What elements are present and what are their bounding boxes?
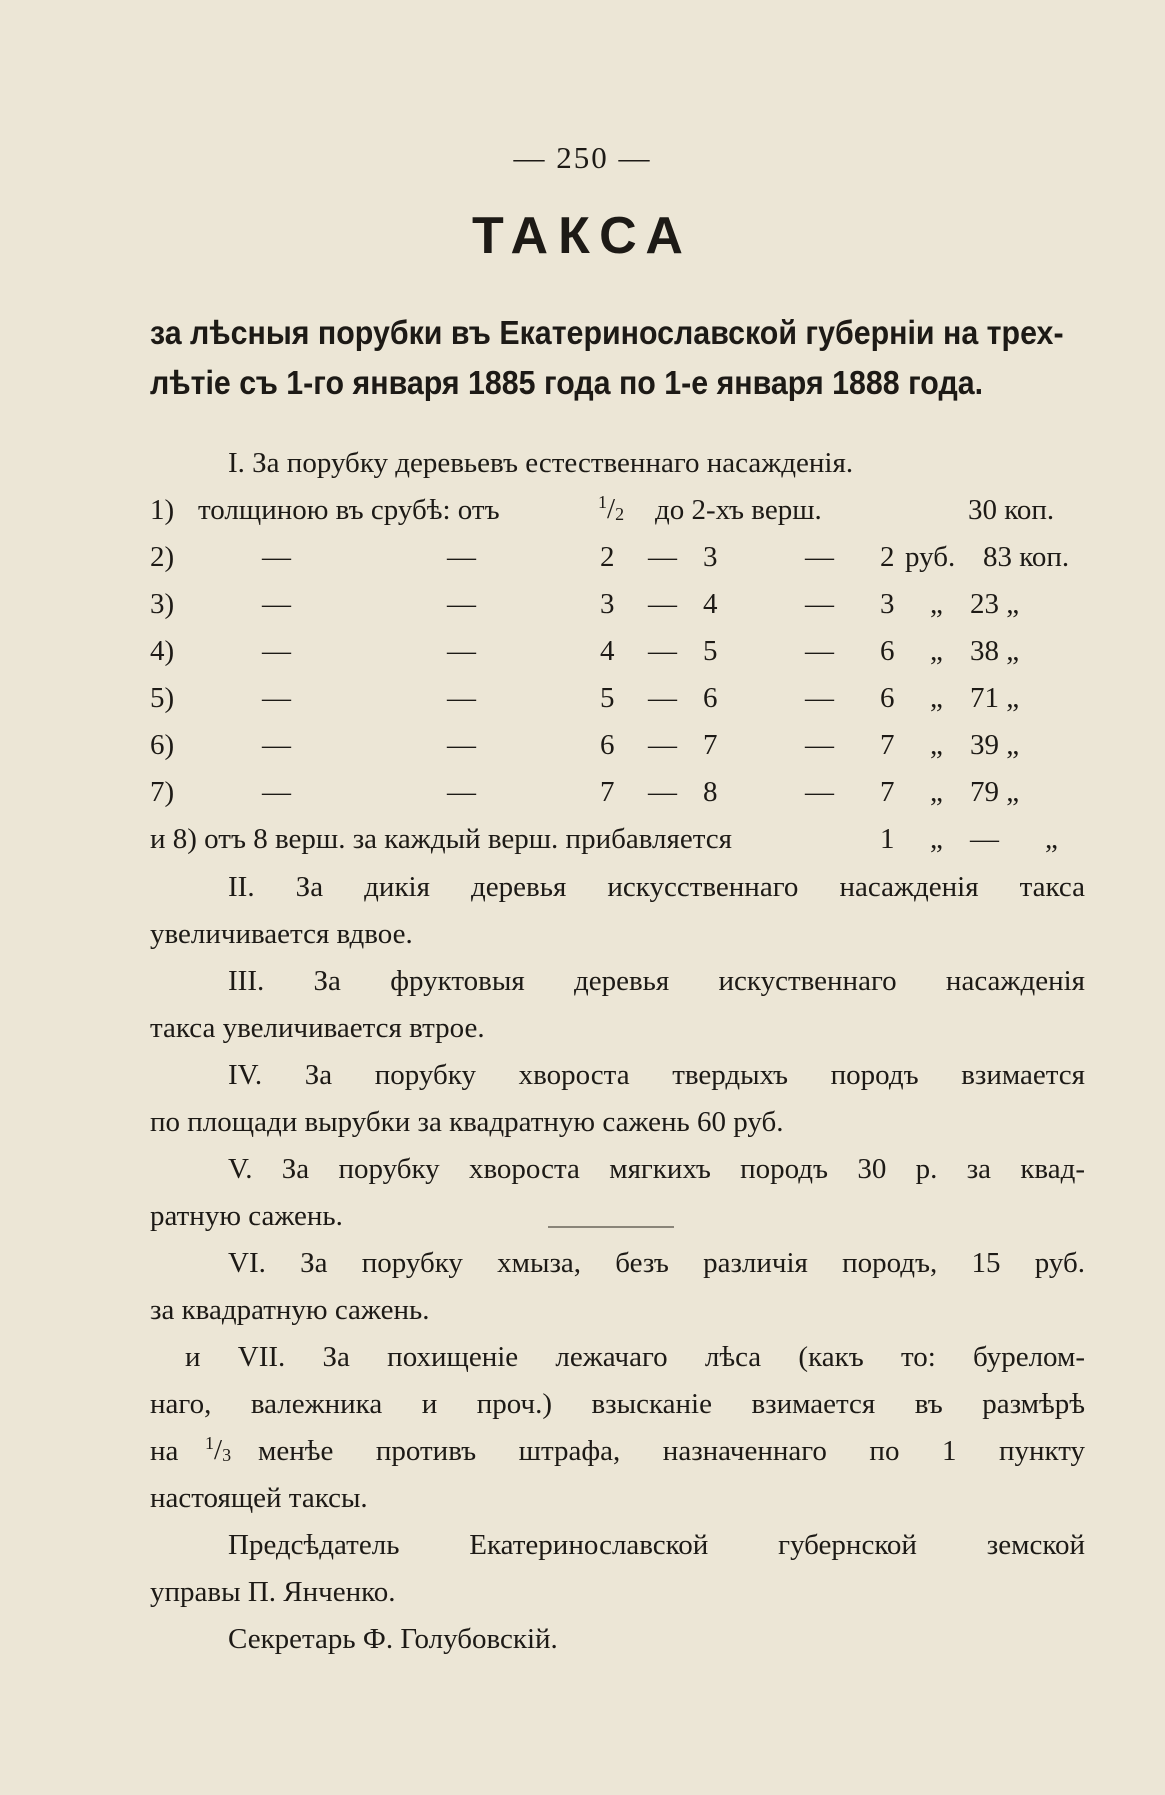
subtitle-line-1: за лѣсныя порубки въ Екатеринославской губерніи на трех- bbox=[150, 314, 1064, 351]
price-unit: „ bbox=[930, 823, 943, 855]
ditto-dash: — bbox=[805, 729, 834, 761]
price-kopecks: 83 коп. bbox=[983, 541, 1070, 573]
range-from: 2 bbox=[600, 541, 615, 573]
range-from: 7 bbox=[600, 776, 615, 808]
range-dash: — bbox=[648, 541, 677, 573]
signature-chairman-line-2: управы П. Янченко. bbox=[150, 1576, 396, 1608]
text-segment: менѣе противъ штрафа, назначеннаго по 1 пункту bbox=[258, 1435, 1085, 1467]
ditto-dash: — bbox=[447, 541, 476, 573]
ditto-dash: — bbox=[262, 776, 291, 808]
price-kopecks: 71 „ bbox=[970, 682, 1020, 714]
para-5-line-2: ратную сажень. bbox=[150, 1200, 343, 1232]
row-number: 3) bbox=[150, 588, 175, 620]
range-dash: — bbox=[648, 588, 677, 620]
para-4-line-1: IV. За порубку хвороста твердыхъ породъ взимается bbox=[228, 1059, 1085, 1091]
price-rubles: 3 bbox=[880, 588, 895, 620]
fraction-numerator: 1 bbox=[205, 1433, 214, 1453]
range-from: 6 bbox=[600, 729, 615, 761]
page-number: — 250 — bbox=[513, 140, 652, 175]
range-to: 7 bbox=[703, 729, 718, 761]
price-kopecks: 79 „ bbox=[970, 776, 1020, 808]
para-7-line-2: наго, валежника и проч.) взысканіе взимается въ размѣрѣ bbox=[150, 1388, 1085, 1420]
price-kopecks: 38 „ bbox=[970, 635, 1020, 667]
signature-chairman-line-1: Предсѣдатель Екатеринославской губернской земской bbox=[228, 1529, 1085, 1561]
ditto-dash: — bbox=[447, 682, 476, 714]
price-unit: „ bbox=[930, 682, 943, 714]
price-unit: „ bbox=[930, 776, 943, 808]
price-rubles: 2 bbox=[880, 541, 895, 573]
row-number: 4) bbox=[150, 635, 175, 667]
range-to: 3 bbox=[703, 541, 718, 573]
ditto-dash: — bbox=[447, 588, 476, 620]
row-number: 2) bbox=[150, 541, 175, 573]
price-kopecks: „ bbox=[1045, 823, 1058, 855]
price-unit: „ bbox=[930, 588, 943, 620]
price-unit: руб. bbox=[905, 541, 956, 573]
row-label: толщиною въ срубѣ: отъ bbox=[198, 494, 500, 526]
price-unit: „ bbox=[930, 635, 943, 667]
document-title: ТАКСА bbox=[472, 207, 693, 265]
para-2-line-2: увеличивается вдвое. bbox=[150, 918, 413, 950]
row-number: 6) bbox=[150, 729, 175, 761]
para-3-line-2: такса увеличивается втрое. bbox=[150, 1012, 485, 1044]
ditto-dash: — bbox=[447, 729, 476, 761]
ditto-dash: — bbox=[805, 682, 834, 714]
ditto-dash: — bbox=[447, 776, 476, 808]
fraction: $^1/_2$ bbox=[598, 492, 625, 525]
para-5-line-1: V. За порубку хвороста мягкихъ породъ 30 р. за квад- bbox=[228, 1153, 1085, 1185]
row-number: 5) bbox=[150, 682, 175, 714]
range-to: 4 bbox=[703, 588, 718, 620]
range-from: 5 bbox=[600, 682, 615, 714]
ditto-dash: — bbox=[262, 541, 291, 573]
fraction-denominator: 3 bbox=[222, 1445, 232, 1465]
range-dash: — bbox=[648, 635, 677, 667]
ditto-dash: — bbox=[805, 776, 834, 808]
ditto-dash: — bbox=[262, 588, 291, 620]
ditto-dash: — bbox=[805, 541, 834, 573]
ditto-dash: — bbox=[970, 823, 999, 855]
para-6-line-2: за квадратную сажень. bbox=[150, 1294, 430, 1326]
range-to: 8 bbox=[703, 776, 718, 808]
range-dash: — bbox=[648, 729, 677, 761]
row-label: и 8) отъ 8 верш. за каждый верш. прибавляется bbox=[150, 823, 732, 855]
text-segment: на bbox=[150, 1435, 179, 1467]
range-from: 4 bbox=[600, 635, 615, 667]
row-number: 7) bbox=[150, 776, 175, 808]
range-from: 3 bbox=[600, 588, 615, 620]
fraction-denominator: 2 bbox=[615, 504, 625, 524]
fraction: $^1/_3$ bbox=[205, 1433, 232, 1466]
row-number: 1) bbox=[150, 494, 175, 526]
section-1-heading: I. За порубку деревьевъ естественнаго насажденія. bbox=[228, 447, 854, 479]
subtitle-line-2: лѣтіе съ 1-го января 1885 года по 1-е января 1888 года. bbox=[150, 364, 984, 401]
ditto-dash: — bbox=[805, 588, 834, 620]
range-to: 6 bbox=[703, 682, 718, 714]
ditto-dash: — bbox=[447, 635, 476, 667]
ditto-dash: — bbox=[805, 635, 834, 667]
price-rubles: 7 bbox=[880, 729, 895, 761]
para-7-line-1: и VII. За похищеніе лежачаго лѣса (какъ то: бурелом- bbox=[185, 1341, 1085, 1373]
price-kopecks: 39 „ bbox=[970, 729, 1020, 761]
signature-secretary: Секретарь Ф. Голубовскій. bbox=[228, 1623, 558, 1655]
row-price: 30 коп. bbox=[968, 494, 1055, 526]
para-7-line-4: настоящей таксы. bbox=[150, 1482, 368, 1514]
para-6-line-1: VI. За порубку хмыза, безъ различія породъ, 15 руб. bbox=[228, 1247, 1085, 1279]
price-rubles: 6 bbox=[880, 682, 895, 714]
price-kopecks: 23 „ bbox=[970, 588, 1020, 620]
price-rubles: 1 bbox=[880, 823, 895, 855]
divider bbox=[548, 1226, 674, 1228]
ditto-dash: — bbox=[262, 635, 291, 667]
range-dash: — bbox=[648, 682, 677, 714]
para-3-line-1: III. За фруктовыя деревья искуственнаго насажденія bbox=[228, 965, 1085, 997]
range-to: 5 bbox=[703, 635, 718, 667]
row-range: до 2-хъ верш. bbox=[655, 494, 822, 526]
para-4-line-2: по площади вырубки за квадратную сажень 60 руб. bbox=[150, 1106, 784, 1138]
ditto-dash: — bbox=[262, 682, 291, 714]
ditto-dash: — bbox=[262, 729, 291, 761]
fraction-numerator: 1 bbox=[598, 492, 607, 512]
price-unit: „ bbox=[930, 729, 943, 761]
para-2-line-1: II. За дикія деревья искусственнаго насажденія такса bbox=[228, 871, 1085, 903]
price-rubles: 7 bbox=[880, 776, 895, 808]
range-dash: — bbox=[648, 776, 677, 808]
price-rubles: 6 bbox=[880, 635, 895, 667]
